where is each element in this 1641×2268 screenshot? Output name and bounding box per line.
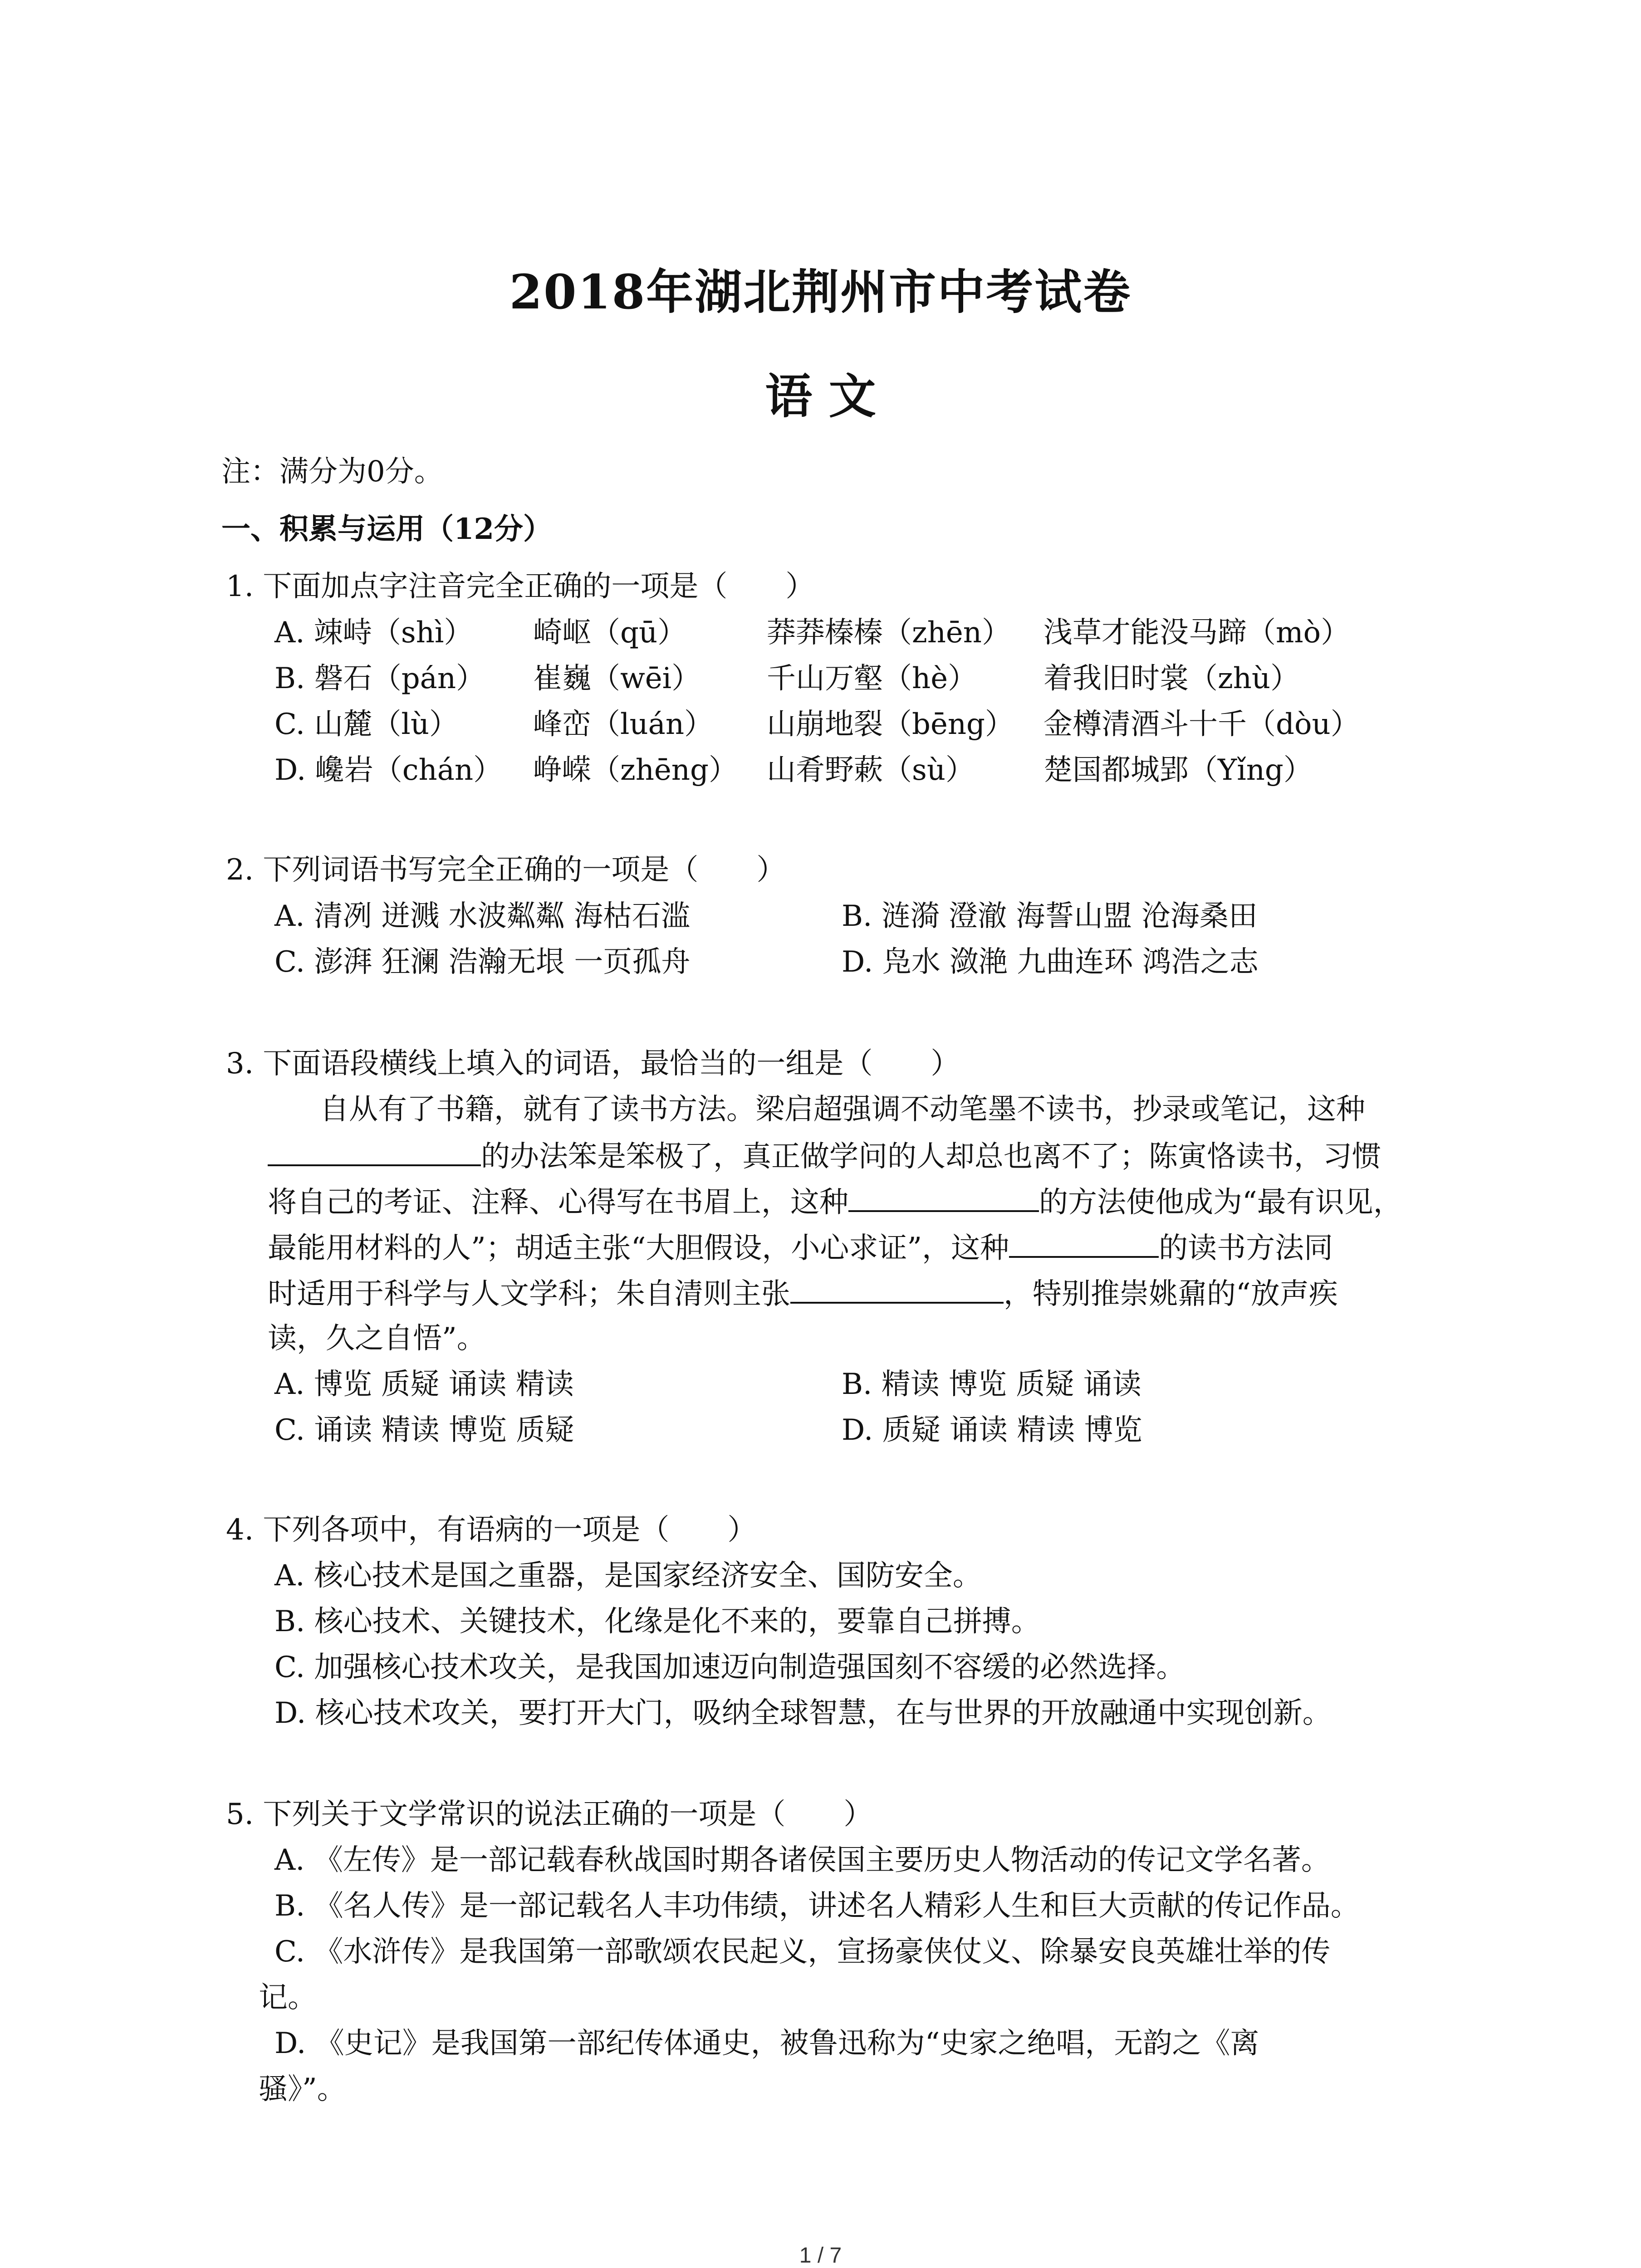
q1-option-c-3: 山崩地裂（bēng） xyxy=(767,708,1014,741)
section-heading: 一、积累与运用（12分） xyxy=(221,512,553,546)
q2-option-c: C. 澎湃 狂澜 浩瀚无垠 一页孤舟 xyxy=(274,945,691,979)
q1-option-a-2: 崎岖（qū） xyxy=(533,616,687,650)
q3-option-a: A. 博览 质疑 诵读 精读 xyxy=(274,1368,574,1401)
q1-option-a-1: A. 竦峙（shì） xyxy=(274,616,473,650)
q1-option-c-4: 金樽清酒斗十千（dòu） xyxy=(1043,708,1360,741)
q1-option-b-4: 着我旧时裳（zhù） xyxy=(1043,662,1300,695)
q3-option-c: C. 诵读 精读 博览 质疑 xyxy=(274,1413,574,1447)
fill-blank-4[interactable] xyxy=(790,1275,1004,1304)
passage-line-6: 读，久之自悟”。 xyxy=(268,1322,486,1355)
q4-option-c: C. 加强核心技术攻关，是我国加速迈向制造强国刻不容缓的必然选择。 xyxy=(274,1651,1185,1684)
passage-line-3: 将自己的考证、注释、心得写在书眉上，这种 的方法使他成为“最有识见， xyxy=(268,1183,1402,1221)
passage-line-1: 自从有了书籍，就有了读书方法。梁启超强调不动笔墨不读书，抄录或笔记，这种 xyxy=(320,1093,1365,1126)
q1-option-c-1: C. 山麓（lù） xyxy=(274,708,459,741)
q1-option-b-1: B. 磐石（pán） xyxy=(274,662,485,695)
q3-option-d: D. 质疑 诵读 精读 博览 xyxy=(842,1413,1142,1447)
passage-line-2: 的办法笨是笨极了，真正做学问的人却总也离不了；陈寅恪读书，习惯 xyxy=(268,1137,1381,1175)
page-number: 1 / 7 xyxy=(799,2244,842,2268)
q1-option-c-2: 峰峦（luán） xyxy=(533,708,714,741)
q2-option-a: A. 清冽 迸溅 水波粼粼 海枯石滥 xyxy=(274,899,690,933)
exam-title: 2018年湖北荆州市中考试卷 xyxy=(509,264,1132,320)
q1-option-a-3: 莽莽榛榛（zhēn） xyxy=(767,616,1011,650)
q3-option-b: B. 精读 博览 质疑 诵读 xyxy=(842,1368,1141,1401)
question-2-stem: 2. 下列词语书写完全正确的一项是（ ） xyxy=(226,853,786,887)
q2-option-b: B. 涟漪 澄澈 海誓山盟 沧海桑田 xyxy=(842,899,1258,933)
q5-option-d-line-1: D. 《史记》是我国第一部纪传体通史，被鲁迅称为“史家之绝唱，无韵之《离 xyxy=(274,2027,1259,2060)
passage-line-5: 时适用于科学与人文学科；朱自清则主张 ，特别推崇姚鼐的“放声疾 xyxy=(268,1275,1338,1312)
q1-option-d-3: 山肴野蔌（sù） xyxy=(767,753,975,787)
q1-option-d-1: D. 巉岩（chán） xyxy=(274,753,503,787)
q5-option-d-line-2: 骚》”。 xyxy=(259,2072,346,2106)
q4-option-d: D. 核心技术攻关，要打开大门，吸纳全球智慧，在与世界的开放融通中实现创新。 xyxy=(274,1696,1332,1730)
q4-option-b: B. 核心技术、关键技术，化缘是化不来的，要靠自己拼搏。 xyxy=(274,1605,1040,1638)
question-5-stem: 5. 下列关于文学常识的说法正确的一项是（ ） xyxy=(226,1798,873,1831)
q2-option-d: D. 凫水 潋滟 九曲连环 鸿浩之志 xyxy=(842,945,1259,979)
q1-option-a-4: 浅草才能没马蹄（mò） xyxy=(1043,616,1350,650)
q5-option-a: A. 《左传》是一部记载春秋战国时期各诸侯国主要历史人物活动的传记文学名著。 xyxy=(274,1843,1330,1877)
q1-option-b-3: 千山万壑（hè） xyxy=(767,662,977,695)
q1-option-d-2: 峥嵘（zhēng） xyxy=(533,753,738,787)
fill-blank-1[interactable] xyxy=(268,1137,481,1166)
fill-blank-2[interactable] xyxy=(848,1183,1039,1212)
q5-option-b: B. 《名人传》是一部记载名人丰功伟绩，讲述名人精彩人生和巨大贡献的传记作品。 xyxy=(274,1889,1360,1923)
q5-option-c-line-1: C. 《水浒传》是我国第一部歌颂农民起义，宣扬豪侠仗义、除暴安良英雄壮举的传 xyxy=(274,1935,1331,1969)
subject-title: 语 文 xyxy=(765,368,876,424)
q5-option-c-line-2: 记。 xyxy=(259,1981,317,2014)
question-4-stem: 4. 下列各项中，有语病的一项是（ ） xyxy=(226,1513,757,1547)
q4-option-a: A. 核心技术是国之重器，是国家经济安全、国防安全。 xyxy=(274,1559,982,1593)
fill-blank-3[interactable] xyxy=(1009,1229,1159,1258)
question-1-stem: 1. 下面加点字注音完全正确的一项是（ ） xyxy=(226,570,815,603)
q1-option-d-4: 楚国都城郢（Yǐng） xyxy=(1043,753,1313,787)
q1-option-b-2: 崔巍（wēi） xyxy=(533,662,701,695)
passage-line-4: 最能用材料的人”；胡适主张“大胆假设，小心求证”，这种 的读书方法同 xyxy=(268,1229,1333,1266)
score-note: 注：满分为0分。 xyxy=(221,455,443,489)
question-3-stem: 3. 下面语段横线上填入的词语，最恰当的一组是（ ） xyxy=(226,1047,960,1080)
